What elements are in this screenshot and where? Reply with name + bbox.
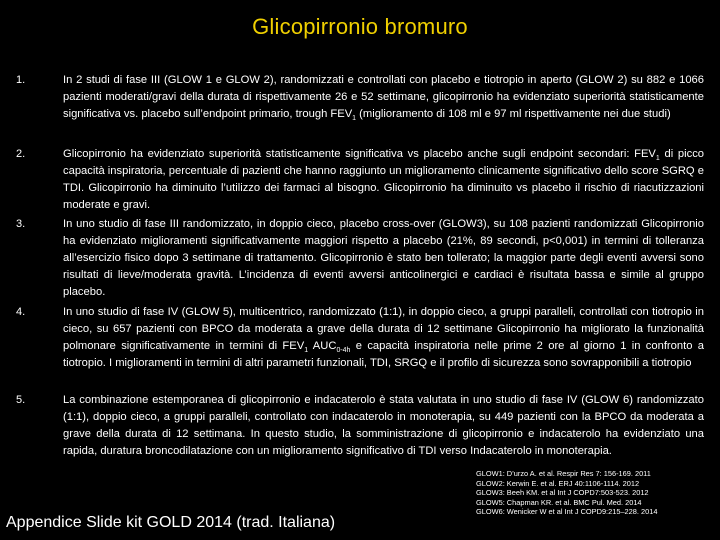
list-item bbox=[63, 392, 704, 460]
references bbox=[476, 469, 716, 517]
slide-title: Glicopirronio bromuro bbox=[252, 14, 468, 39]
item-text: In uno studio di fase III randomizzato, in doppio cieco, placebo cross-over (GLOW3), su 108 pazienti randomizzati Glicopirronio ha evidenziato miglioramenti significativamente maggiori rispetto a placebo (21%, 89 secondi, p<0,001) in termini di tolleranza all’esercizio fisico dopo 3 settimane di trattamento. Glicopirronio è stato ben tollerato; la maggior parte degli eventi avversi sono risultati di lieve/moderata gravità. L’incidenza di eventi avversi anticolinergici e cardiaci è risultata bassa e simile al gruppo placebo. bbox=[63, 218, 704, 298]
item-number: 5. bbox=[16, 394, 26, 406]
item-text: Glicopirronio ha evidenziato superiorità statisticamente significativa vs placebo anche sugli endpoint secondari: FEV bbox=[63, 148, 656, 160]
item-number: 3. bbox=[16, 218, 26, 230]
item-subscript: 0-4h bbox=[336, 347, 351, 355]
reference-line: GLOW1: D’urzo A. et al. Respir Res 7: 156-169. 2011 bbox=[476, 469, 651, 478]
item-subscript: 1 bbox=[655, 155, 660, 163]
item-number: 4. bbox=[16, 306, 26, 318]
item-text: In uno studio di fase IV (GLOW 5), multicentrico, randomizzato (1:1), in doppio cieco, a gruppi paralleli, controllati con tiotropio in cieco, su 657 pazienti con BPCO da moderata a grave della durata di 12 settimane Glicopirronio ha migliorato la funzionalità polmonare significativamente in termini di FEV bbox=[63, 306, 704, 352]
item-text: AUC bbox=[308, 340, 337, 352]
reference-line: GLOW5: Chapman KR. et al. BMC Pul. Med. 2014 bbox=[476, 497, 642, 507]
item-number: 1. bbox=[16, 74, 26, 86]
item-text: (miglioramento di 108 ml e 97 ml rispettivamente nei due studi) bbox=[356, 108, 671, 120]
item-number: 2. bbox=[16, 148, 26, 160]
item-subscript: 1 bbox=[352, 115, 357, 123]
item-text: e capacità inspiratoria nelle prime 2 ore al giorno 1 in confronto a tiotropio. I miglioramenti in termini di altri parametri funzionali, TDI, SRGQ e il profilo di sicurezza sono sovrapponibili a tiotropio bbox=[63, 340, 704, 369]
list-item bbox=[63, 216, 704, 301]
reference-line: GLOW3: Beeh KM. et al Int J COPD7:503-523. 2012 bbox=[476, 488, 649, 497]
item-text: La combinazione estemporanea di glicopirronio e indacaterolo è stata valutata in uno studio di fase IV (GLOW 6) randomizzato (1:1), doppio cieco, a gruppi paralleli, controllato con indacaterolo in monoterapia, su 449 pazienti con la BPCO da moderata a grave della durata di 12 settimana. In questo studio, la somministrazione di glicopirronio e indacaterolo ha evidenziato una rapida, duratura broncodilatazione con un miglioramento significativo di TDI verso Indacaterolo in monoterapia. bbox=[63, 394, 704, 457]
reference-line: GLOW6: Wenicker W et al Int J COPD9:215–228. 2014 bbox=[476, 507, 658, 516]
item-text: In 2 studi di fase III (GLOW 1 e GLOW 2), randomizzati e controllati con placebo e tiotropio in aperto (GLOW 2) su 882 e 1066 pazienti moderati/gravi della durata di rispettivamente 26 e 52 settimane, glicopirronio ha evidenziato superiorità statisticamente significativa vs. placebo sull’endpoint primario, trough FEV bbox=[63, 74, 704, 120]
item-subscript: 1 bbox=[304, 347, 309, 355]
list-item bbox=[63, 304, 704, 372]
reference-line: GLOW2: Kerwin E. et al. ERJ 40:1106-1114. 2012 bbox=[476, 478, 640, 488]
list-item bbox=[63, 146, 704, 214]
item-text: di picco capacità inspiratoria, percentuale di pazienti che hanno raggiunto un miglioramento clinicamente significativo dello score SGRQ e TDI. Glicopirronio ha diminuito l’utilizzo dei farmaci al bisogno. Glicopirronio ha diminuito vs placebo il rischio di riacutizzazioni moderate e gravi. bbox=[63, 148, 705, 211]
list-item bbox=[63, 72, 704, 123]
slide-footer: Appendice Slide kit GOLD 2014 (trad. Italiana) bbox=[6, 514, 336, 531]
